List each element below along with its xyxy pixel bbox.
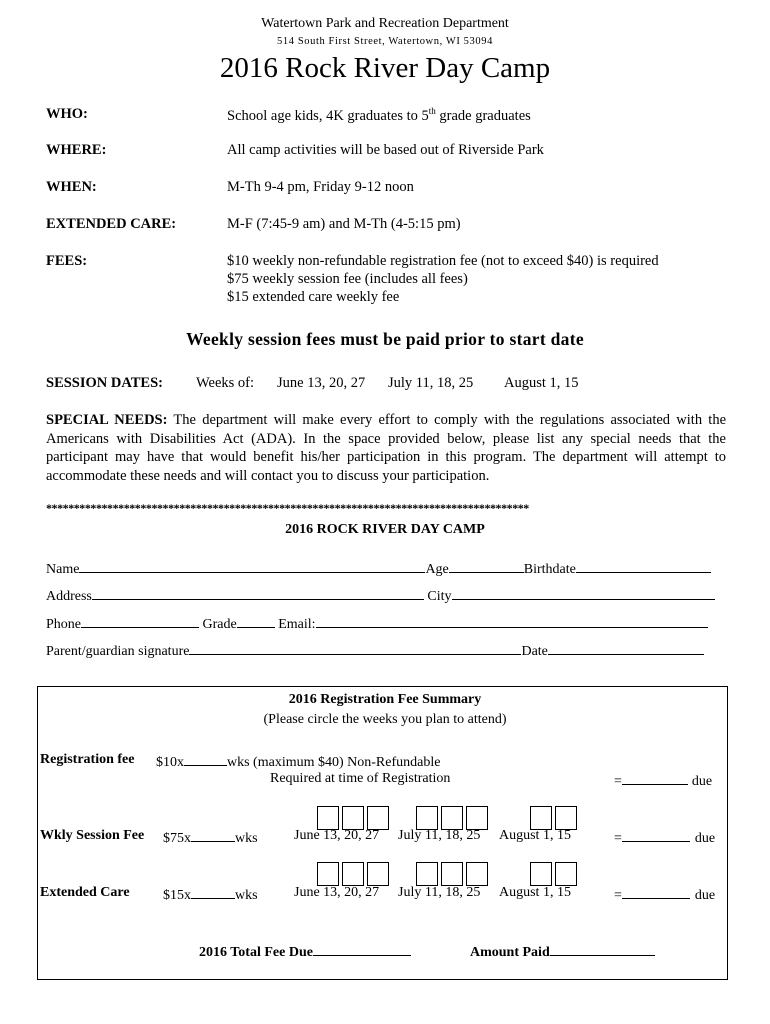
extended-august-label: August 1, 15 [499,885,571,900]
session-july-18-checkbox[interactable] [441,806,463,830]
amount-paid: Amount Paid [470,942,655,961]
phone-row [46,614,708,633]
registration-weeks-field[interactable] [184,752,227,766]
phone-label: Phone [46,617,81,632]
grade-field[interactable] [237,614,275,628]
session-july-25-checkbox[interactable] [466,806,488,830]
session-june-checkboxes [317,806,392,830]
birthdate-label: Birthdate [523,562,576,577]
session-weeks-field[interactable] [191,828,235,842]
extended-july-25-checkbox[interactable] [466,862,488,886]
extended-july-11-checkbox[interactable] [416,862,438,886]
date-field[interactable] [548,641,704,655]
fee-line: $15 extended care weekly fee [227,289,400,305]
where-label: WHERE: [46,142,107,158]
extended-total: = due [614,885,715,904]
extended-care-label: EXTENDED CARE: [46,216,177,232]
separator-line: *************************************************************************************** [46,501,529,515]
age-label: Age [425,562,449,577]
extended-august-1-checkbox[interactable] [530,862,552,886]
email-label: Email: [274,617,316,632]
extended-care-rate: $15x wks [163,885,258,904]
grade-label: Grade [199,617,237,632]
name-row [46,559,711,578]
total-fee-due: 2016 Total Fee Due [199,942,411,961]
session-june-20-checkbox[interactable] [342,806,364,830]
session-august-label: August 1, 15 [499,828,571,843]
form-title: 2016 ROCK RIVER DAY CAMP [285,522,485,537]
extended-june-20-checkbox[interactable] [342,862,364,886]
session-july-label: July 11, 18, 25 [398,828,481,843]
extended-june-13-checkbox[interactable] [317,862,339,886]
extended-june-27-checkbox[interactable] [367,862,389,886]
department-address: 514 South First Street, Watertown, WI 53094 [277,36,493,47]
address-row [46,586,715,605]
when-label: WHEN: [46,179,97,195]
extended-care-fee-label: Extended Care [40,885,130,900]
signature-row [46,641,704,660]
session-june-13-checkbox[interactable] [317,806,339,830]
special-needs-paragraph: SPECIAL NEEDS: The department will make every effort to comply with the regulations associated with the Americans with Disabilities Act (ADA). In the space provided below, please list any special needs that the participant may have that would benefit his/her participation in this program. The department will attempt to accommodate these needs and will contact you to discuss your participation. [46,412,727,484]
name-label: Name [46,562,80,577]
weekly-session-fee-label: Wkly Session Fee [40,828,145,843]
extended-care-value: M-F (7:45-9 am) and M-Th (4-5:15 pm) [227,216,461,232]
signature-label: Parent/guardian signature [46,644,190,659]
june-dates: June 13, 20, 27 [277,375,366,391]
session-june-27-checkbox[interactable] [367,806,389,830]
registration-fee-rate: $10x wks (maximum $40) Non-Refundable [156,752,440,771]
who-value: School age kids, 4K graduates to 5th grade graduates [227,106,531,124]
amount-paid-field[interactable] [550,942,655,956]
weeks-of-label: Weeks of: [196,375,255,391]
registration-due-field[interactable] [622,771,688,785]
extended-july-label: July 11, 18, 25 [398,885,481,900]
extended-june-label: June 13, 20, 27 [294,885,380,900]
phone-field[interactable] [81,614,199,628]
fees-label: FEES: [46,253,88,269]
august-dates: August 1, 15 [504,375,579,391]
payment-notice: Weekly session fees must be paid prior to start date [186,329,584,349]
session-due-field[interactable] [622,828,690,842]
page-title: 2016 Rock River Day Camp [219,52,551,84]
registration-total: = due [614,771,712,790]
session-total: = due [614,828,715,847]
session-june-label: June 13, 20, 27 [294,828,380,843]
fee-summary-subtitle: (Please circle the weeks you plan to attend) [263,712,507,727]
name-field[interactable] [79,559,425,573]
session-dates-label: SESSION DATES: [46,375,163,391]
date-label: Date [521,644,548,659]
extended-weeks-field[interactable] [191,885,235,899]
fee-line: $10 weekly non-refundable registration fee (not to exceed $40) is required [227,253,659,269]
address-label: Address [46,589,92,604]
extended-july-checkboxes [416,862,491,886]
when-value: M-Th 9-4 pm, Friday 9-12 noon [227,179,414,195]
where-value: All camp activities will be based out of Riverside Park [227,142,544,158]
age-field[interactable] [449,559,524,573]
registration-fee-label: Registration fee [40,752,135,767]
extended-due-field[interactable] [622,885,690,899]
session-august-checkboxes [530,806,580,830]
extended-july-18-checkbox[interactable] [441,862,463,886]
city-field[interactable] [452,586,715,600]
extended-august-15-checkbox[interactable] [555,862,577,886]
birthdate-field[interactable] [576,559,711,573]
fee-summary-title: 2016 Registration Fee Summary [288,692,482,707]
department-name: Watertown Park and Recreation Department [261,16,509,31]
session-august-15-checkbox[interactable] [555,806,577,830]
weekly-session-rate: $75x wks [163,828,258,847]
extended-june-checkboxes [317,862,392,886]
signature-field[interactable] [189,641,521,655]
city-label: City [423,589,452,604]
session-july-11-checkbox[interactable] [416,806,438,830]
total-fee-field[interactable] [313,942,411,956]
email-field[interactable] [316,614,708,628]
fee-line: $75 weekly session fee (includes all fees) [227,271,468,287]
session-august-1-checkbox[interactable] [530,806,552,830]
extended-august-checkboxes [530,862,580,886]
session-july-checkboxes [416,806,491,830]
address-field[interactable] [92,586,424,600]
who-label: WHO: [46,106,88,122]
registration-note: Required at time of Registration [270,771,451,786]
july-dates: July 11, 18, 25 [388,375,474,391]
